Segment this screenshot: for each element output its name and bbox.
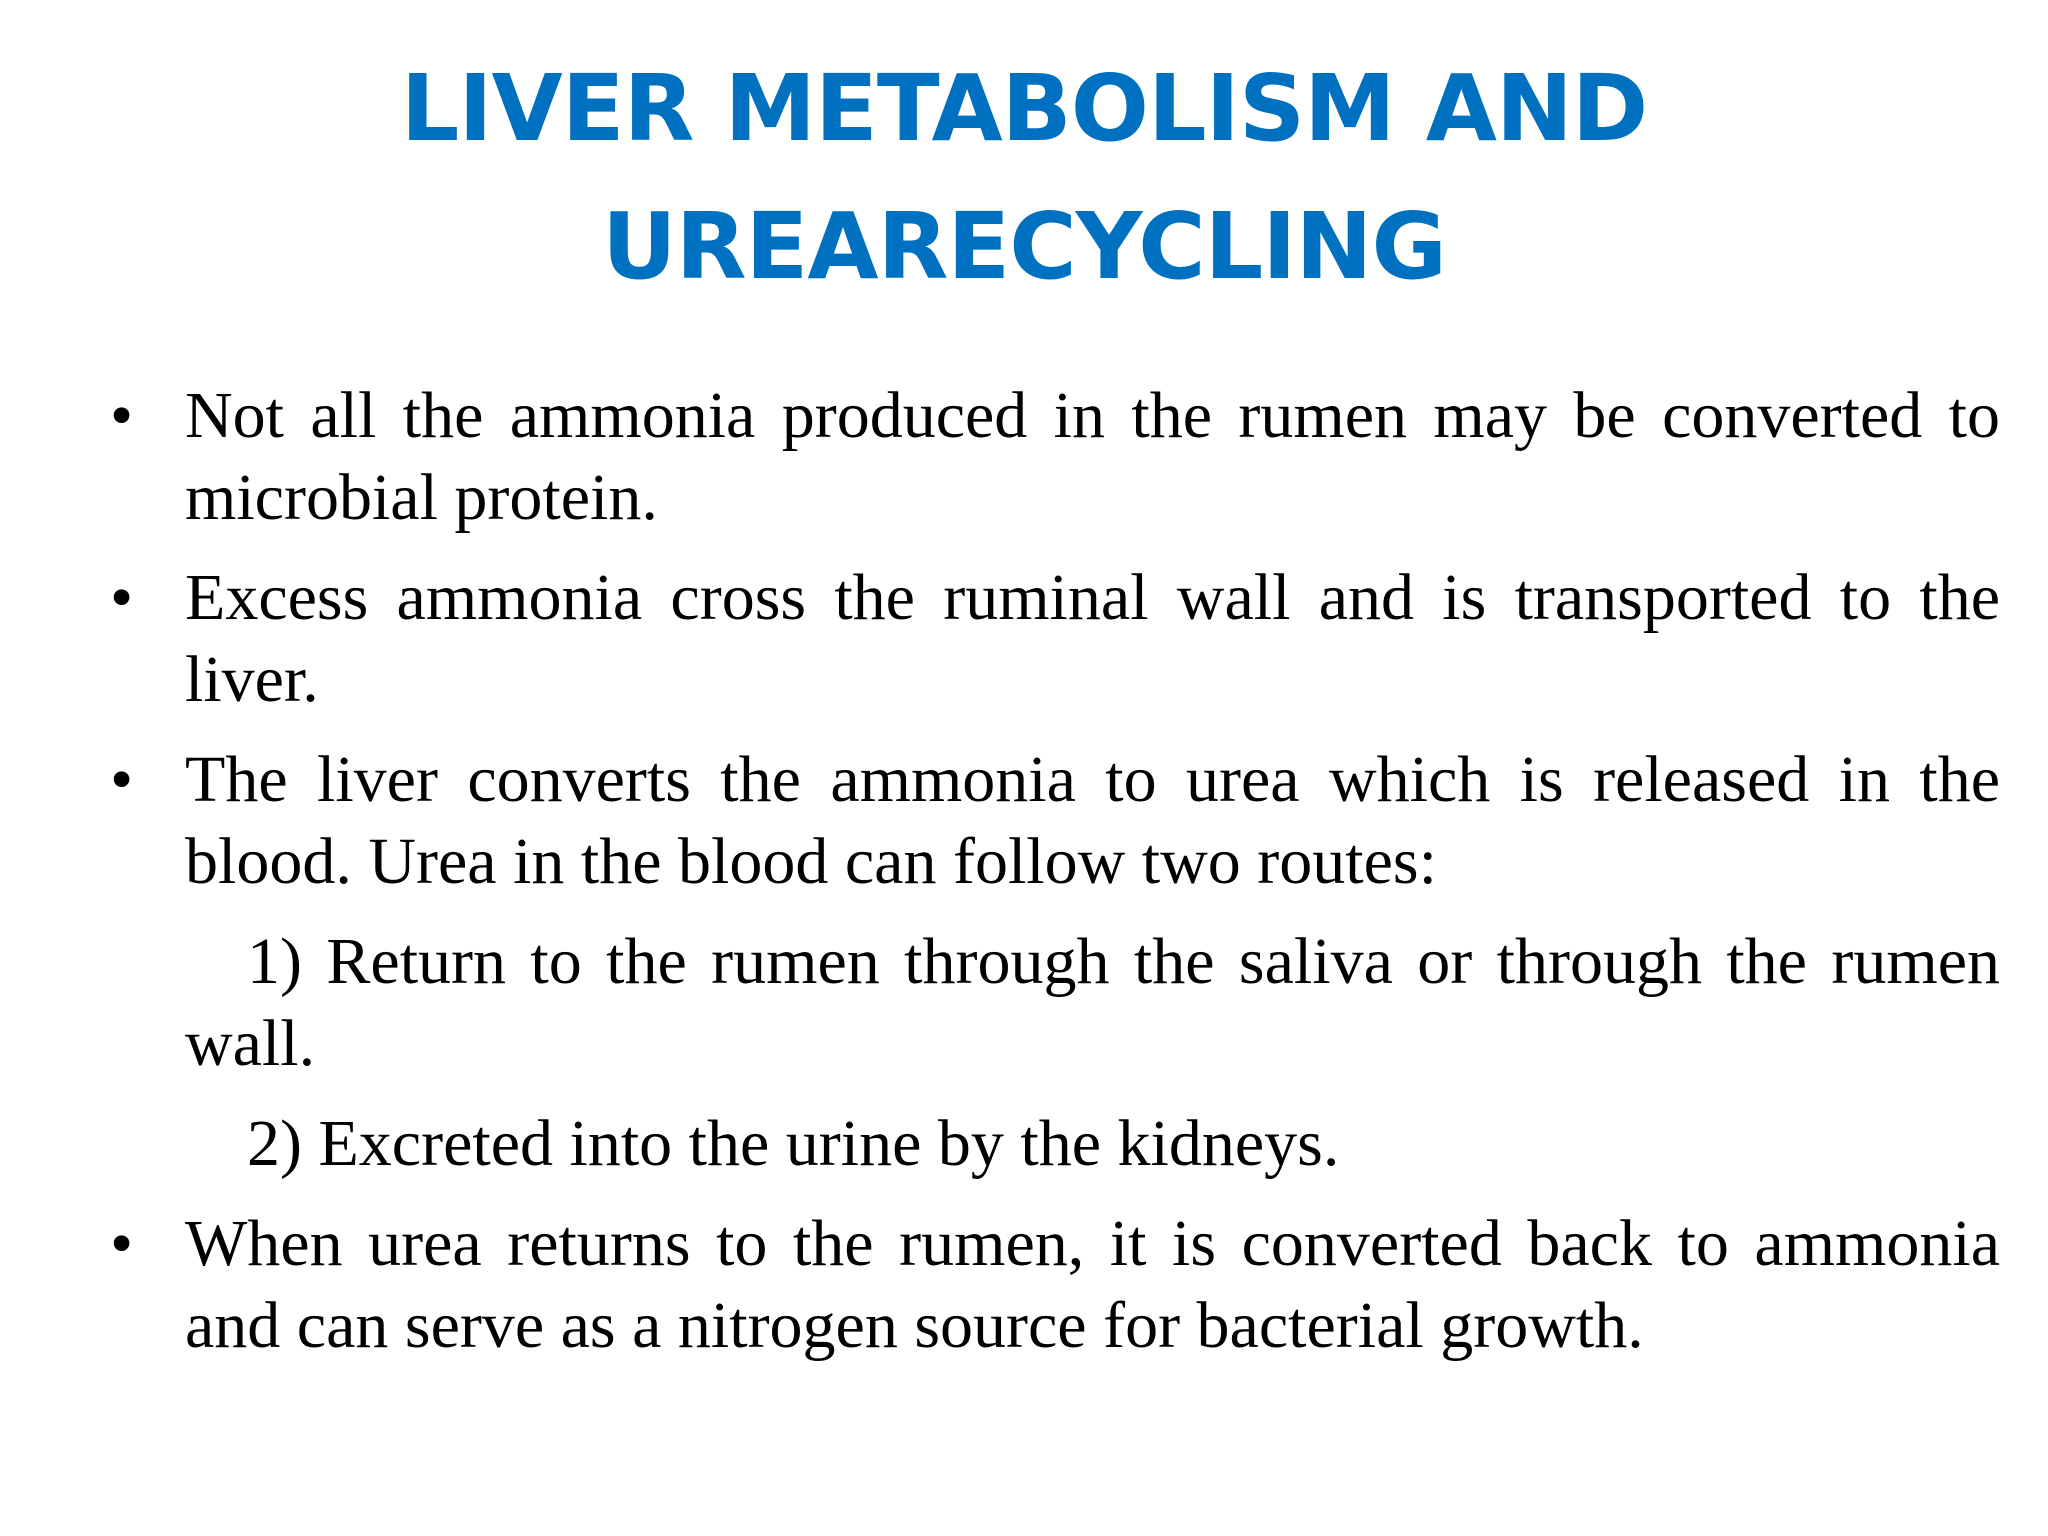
bullet-dot: •: [110, 743, 134, 816]
bullet-dot: •: [110, 561, 134, 634]
route-item: 1) Return to the rumen through the saliva or through the rumen wall.: [185, 925, 2000, 1080]
title-line-1: LIVER METABOLISM AND: [400, 55, 1648, 162]
bullet-text: When urea returns to the rumen, it is converted back to ammonia and can serve as a nitrogen source for bacterial growth.: [185, 1207, 2000, 1362]
route-item: 2) Excreted into the urine by the kidneys.: [247, 1107, 1340, 1180]
bullet-item: [110, 739, 2000, 903]
bullet-dot: •: [110, 379, 134, 452]
bullet-text: Not all the ammonia produced in the rumen may be converted to microbial protein.: [185, 379, 2000, 534]
title-line-2: UREARECYCLING: [601, 193, 1447, 300]
bullet-dot: •: [110, 1207, 134, 1280]
bullet-text: Excess ammonia cross the ruminal wall and is transported to the liver.: [185, 561, 2000, 716]
bullet-text: The liver converts the ammonia to urea which is released in the blood. Urea in the blood can follow two routes:: [185, 743, 2000, 898]
slide-title: [0, 40, 2048, 316]
bullet-item: [110, 375, 2000, 539]
bullet-item: [110, 557, 2000, 721]
bullet-item: [110, 1203, 2000, 1367]
slide-body: [110, 375, 2000, 1385]
